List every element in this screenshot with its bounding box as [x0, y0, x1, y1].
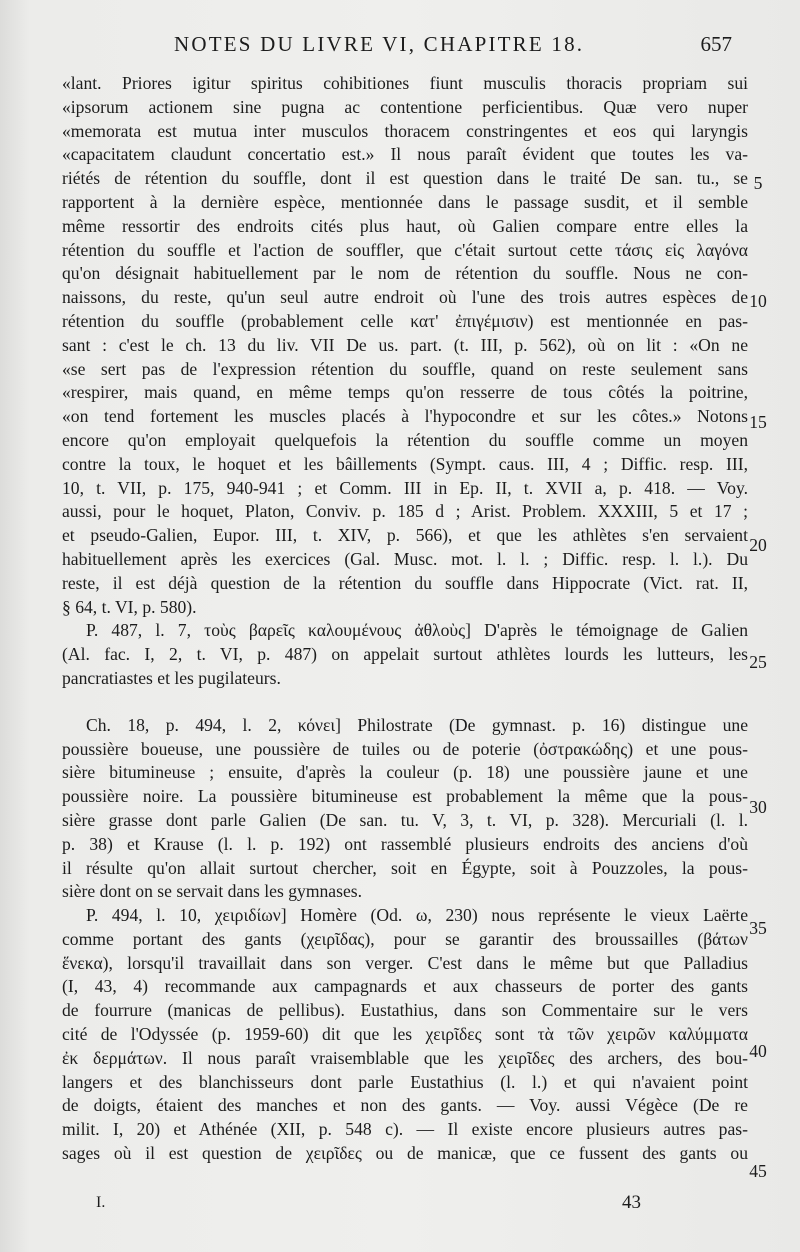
- text-line: p. 38) et Krause (l. l. p. 192) ont rassemblé plusieurs endroits des anciens d'où: [62, 833, 748, 854]
- text-line: P. 487, l. 7, τοὺς βαρεῖς καλουμένους ἀθλοὺς] D'après le témoignage de Galien: [86, 620, 748, 641]
- text-line: pancratiastes et les pugilateurs.: [62, 667, 281, 688]
- text-line: Ch. 18, p. 494, l. 2, κόνει] Philostrate (De gymnast. p. 16) distingue une: [86, 714, 748, 735]
- text-line: sant : c'est le ch. 13 du liv. VII De us. part. (t. III, p. 562), où on lit : «On ne: [62, 334, 748, 355]
- text-line: «respirer, mais quand, en même temps qu'on resserre de tous côtés la poitrine,: [62, 382, 748, 403]
- text-line: «memorata est mutua inter musculos thoracem constringentes et eos qui laryngis: [62, 120, 748, 141]
- text-line: «capacitatem claudunt concertatio est.» Il nous paraît évident que toutes les va-: [62, 144, 748, 165]
- signature-mark: I.: [96, 1194, 106, 1211]
- line-number: 35: [749, 918, 767, 938]
- text-line: sière bitumineuse ; ensuite, d'après la couleur (p. 18) une poussière jaune et une: [62, 762, 748, 783]
- line-number: 15: [749, 412, 767, 432]
- text-line: «se sert pas de l'expression rétention du souffle, quand on reste seulement sans: [62, 358, 748, 379]
- text-line: qu'on désignait habituellement par le nom de rétention du souffle. Nous ne con-: [62, 263, 748, 284]
- text-line: milit. I, 20) et Athénée (XII, p. 548 c). — Il existe encore plusieurs autres pas-: [62, 1119, 748, 1140]
- page-number: 657: [700, 32, 732, 56]
- text-line: «on tend fortement les muscles placés à l'hypocondre et sur les côtes.» Notons: [62, 406, 748, 427]
- paragraph-gap: [62, 691, 748, 714]
- text-line: reste, il est déjà question de la rétention du souffle dans Hippocrate (Vict. rat. II,: [62, 572, 748, 593]
- text-line: il résulte qu'on allait surtout chercher, soit en Égypte, soit à Pouzzoles, la pous-: [62, 857, 748, 878]
- text-line: 10, t. VII, p. 175, 940-941 ; et Comm. III in Ep. II, t. XVII a, p. 418. — Voy.: [62, 477, 748, 498]
- line-number: 10: [749, 291, 767, 311]
- text-line: «lant. Priores igitur spiritus cohibitiones fiunt musculis thoracis propriam sui: [62, 73, 748, 93]
- text-line: rétention du souffle et l'action de souffler, que c'était surtout cette τάσις εἰς λαγόνα: [62, 239, 748, 260]
- text-line: comme portant des gants (χειρῖδας), pour se garantir des broussailles (βάτων: [62, 928, 748, 949]
- text-line: rétention du souffle (probablement celle κατ' ἐπιγέμισιν) est mentionnée en pas-: [62, 310, 748, 331]
- text-line: (Al. fac. I, 2, t. VI, p. 487) on appelait surtout athlètes lourds les lutteurs, les: [62, 644, 748, 665]
- text-line: et pseudo-Galien, Eupor. III, t. XIV, p. 566), et que les athlètes s'en servaient: [62, 525, 748, 546]
- notes-text: [62, 72, 748, 1166]
- sheet-number: 43: [622, 1192, 641, 1213]
- text-line: «ipsorum actionem sine pugna ac contentione perficientibus. Quæ vero nuper: [62, 96, 748, 117]
- text-line: poussière noire. La poussière bitumineuse est probablement la même que la pous-: [62, 786, 748, 807]
- line-number: 40: [749, 1041, 767, 1061]
- text-line: sages où il est question de χειρῖδες ou de manicæ, que ce fussent des gants ou: [62, 1143, 748, 1164]
- text-line: naissons, du reste, qu'un seul autre endroit où l'une des trois autres espèces de: [62, 287, 748, 308]
- page-footer: [62, 1192, 748, 1220]
- text-line: ἕνεκα), lorsqu'il travaillait dans son verger. C'est dans le même but que Palladius: [62, 952, 748, 973]
- line-number: 45: [749, 1161, 767, 1181]
- text-line: ἐκ δερμάτων. Il nous paraît vraisemblable que les χειρῖδες des archers, des bou-: [62, 1047, 748, 1068]
- text-line: même ressortir des endroits cités plus haut, où Galien compare entre elles la: [62, 215, 748, 236]
- text-line: cité de l'Odyssée (p. 1959-60) dit que les χειρῖδες sont τὰ τῶν χειρῶν καλύμματα: [62, 1024, 748, 1045]
- text-line: encore qu'on employait quelquefois la rétention du souffle comme un moyen: [62, 429, 748, 450]
- line-number: 20: [749, 535, 767, 555]
- text-line: aussi, pour le hoquet, Platon, Conviv. p. 185 d ; Arist. Problem. XXXIII, 5 et 17 ;: [62, 501, 748, 522]
- running-title: NOTES DU LIVRE VI, CHAPITRE 18.: [174, 32, 585, 56]
- line-number: 5: [753, 173, 763, 193]
- text-line: de fourrure (manicas de pellibus). Eustathius, dans son Commentaire sur le vers: [62, 1000, 748, 1021]
- text-line: P. 494, l. 10, χειριδίων] Homère (Od. ω, 230) nous représente le vieux Laërte: [86, 905, 748, 926]
- line-number: 30: [749, 797, 767, 817]
- text-line: (I, 43, 4) recommande aux campagnards et aux chasseurs de porter des gants: [62, 976, 748, 997]
- text-line: sière dont on se servait dans les gymnases.: [62, 881, 363, 902]
- text-line: poussière boueuse, une poussière de tuiles ou de poterie (ὀστρακώδης) et une pous-: [62, 738, 748, 759]
- text-line: langers et des blanchisseurs dont parle Eustathius (l. l.) et qui n'avaient point: [62, 1071, 748, 1092]
- page-header: [62, 32, 742, 62]
- text-line: § 64, t. VI, p. 580).: [62, 596, 197, 617]
- text-line: de doigts, étaient des manches et non des gants. — Voy. aussi Végèce (De re: [62, 1095, 748, 1116]
- text-line: contre la toux, le hoquet et les bâillements (Sympt. caus. III, 4 ; Diffic. resp. III,: [62, 453, 748, 474]
- text-line: habituellement après les exercices (Gal. Musc. mot. l. l. ; Diffic. resp. l. l.). Du: [62, 548, 748, 569]
- text-line: sière grasse dont parle Galien (De san. tu. V, 3, t. VI, p. 328). Mercuriali (l. l.: [62, 809, 748, 830]
- text-line: rapportent à la dernière espèce, mentionnée dans le passage susdit, et il semble: [62, 191, 748, 212]
- text-line: riétés de rétention du souffle, dont il est question dans le traité De san. tu., se: [62, 168, 748, 189]
- line-number: 25: [749, 652, 767, 672]
